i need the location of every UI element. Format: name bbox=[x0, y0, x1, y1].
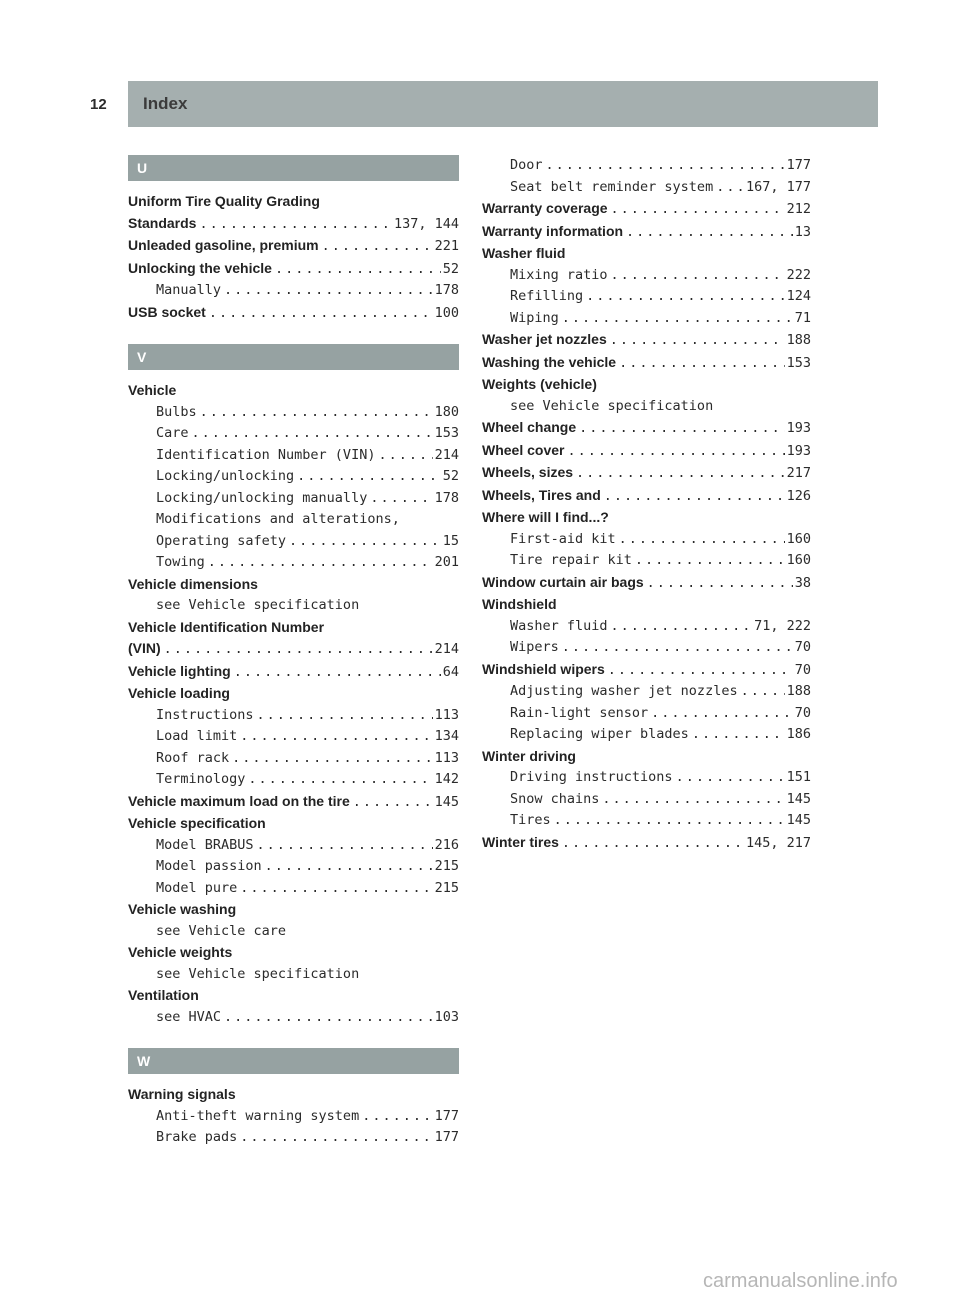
index-entry bbox=[482, 681, 811, 703]
index-entry bbox=[482, 485, 811, 508]
index-entry bbox=[482, 221, 811, 244]
index-entry-page: 145 bbox=[786, 790, 811, 807]
index-entry-label: see HVAC bbox=[156, 1008, 222, 1025]
index-entry bbox=[128, 402, 459, 424]
index-entry-label: Vehicle Identification Number bbox=[128, 618, 325, 635]
dot-leader bbox=[623, 222, 793, 244]
index-entry bbox=[128, 280, 459, 302]
index-entry-label: Manually bbox=[156, 282, 222, 298]
index-entry-label: Winter tires bbox=[482, 833, 559, 850]
dot-leader bbox=[605, 660, 793, 682]
index-entry-label: see Vehicle specification bbox=[510, 397, 714, 414]
index-entry bbox=[128, 258, 459, 281]
index-entry bbox=[128, 985, 459, 1007]
index-entry bbox=[128, 726, 459, 748]
index-entry-page: 142 bbox=[434, 771, 459, 787]
index-entry-page: 167, 177 bbox=[745, 178, 811, 195]
dot-leader bbox=[713, 177, 744, 199]
index-entry-label: Tires bbox=[510, 812, 551, 828]
index-entry-page: 180 bbox=[434, 403, 459, 420]
index-entry-page: 151 bbox=[786, 769, 811, 785]
dot-leader bbox=[221, 280, 433, 302]
dot-leader bbox=[648, 703, 793, 725]
index-entry bbox=[482, 832, 811, 855]
dot-leader bbox=[616, 353, 785, 375]
index-entry bbox=[128, 509, 459, 531]
dot-leader bbox=[221, 1007, 433, 1029]
index-entry-page: 113 bbox=[434, 706, 459, 723]
index-entry-page: 160 bbox=[786, 552, 811, 568]
index-entry-page: 160 bbox=[786, 530, 811, 547]
index-entry bbox=[482, 703, 811, 725]
dot-leader bbox=[576, 418, 784, 440]
index-entry-label: Vehicle dimensions bbox=[128, 575, 258, 592]
index-entry bbox=[128, 302, 459, 325]
index-entry bbox=[482, 243, 811, 265]
index-entry bbox=[482, 177, 811, 199]
index-entry-label: Warranty information bbox=[482, 222, 624, 239]
index-entry-label: Adjusting washer jet nozzles bbox=[510, 683, 738, 699]
index-entry-label: USB socket bbox=[128, 303, 206, 320]
index-entry bbox=[128, 488, 459, 510]
dot-leader bbox=[616, 529, 785, 551]
index-entry-label: Wheels, Tires and bbox=[482, 486, 601, 503]
index-entry-label: Towing bbox=[156, 554, 205, 570]
index-entry-page: 193 bbox=[786, 420, 811, 436]
index-entry bbox=[128, 748, 459, 770]
index-entry-label: Door bbox=[510, 157, 543, 173]
index-entry bbox=[128, 1007, 459, 1029]
dot-leader bbox=[350, 792, 433, 814]
index-entry-label: Warranty coverage bbox=[482, 200, 608, 216]
index-entry-page: 201 bbox=[434, 554, 459, 570]
dot-leader bbox=[573, 463, 785, 485]
index-entry-page: 212 bbox=[786, 201, 811, 217]
index-entry-label: see Vehicle care bbox=[156, 922, 287, 939]
index-entry-page: 153 bbox=[786, 354, 811, 371]
index-entry bbox=[482, 396, 811, 418]
index-entry bbox=[128, 683, 459, 705]
index-entry bbox=[128, 813, 459, 835]
index-entry-page: 145 bbox=[434, 793, 459, 810]
index-entry bbox=[482, 529, 811, 551]
index-entry-label: see Vehicle specification bbox=[156, 597, 360, 613]
index-entry-page: 215 bbox=[434, 879, 459, 896]
index-entry-page: 216 bbox=[434, 836, 459, 853]
index-entry-label: Refilling bbox=[510, 288, 584, 304]
index-entry bbox=[128, 899, 459, 921]
dot-leader bbox=[583, 286, 784, 308]
index-entry-label: Brake pads bbox=[156, 1129, 238, 1145]
index-entry-page: 103 bbox=[434, 1008, 459, 1025]
index-entry-label: Vehicle maximum load on the tire bbox=[128, 792, 350, 809]
dot-leader bbox=[319, 236, 433, 258]
index-entry-label: Model BRABUS bbox=[156, 836, 254, 853]
dot-leader bbox=[205, 552, 433, 574]
index-entry bbox=[128, 235, 459, 258]
index-entry-label: Vehicle lighting bbox=[128, 662, 231, 679]
dot-leader bbox=[559, 308, 793, 330]
index-entry-label: Vehicle washing bbox=[128, 901, 237, 917]
index-entry-page: 113 bbox=[434, 749, 459, 766]
index-entry-label: Mixing ratio bbox=[510, 266, 608, 283]
index-entry-label: Vehicle loading bbox=[128, 685, 230, 701]
index-entry bbox=[128, 791, 459, 814]
index-entry-label: Tire repair kit bbox=[510, 552, 632, 568]
dot-leader bbox=[161, 639, 433, 661]
index-entry-label: Operating safety bbox=[156, 532, 287, 549]
index-entry bbox=[482, 352, 811, 375]
index-entry-page: 13 bbox=[794, 223, 811, 240]
index-entry-label: Winter driving bbox=[482, 747, 576, 764]
index-entry-page: 186 bbox=[786, 726, 811, 742]
index-entry bbox=[482, 594, 811, 616]
index-entry-label: Wipers bbox=[510, 639, 559, 655]
index-entry bbox=[482, 440, 811, 463]
index-entry-page: 52 bbox=[442, 260, 459, 277]
index-entry-label: Driving instructions bbox=[510, 769, 673, 785]
index-entry-page: 215 bbox=[434, 858, 459, 874]
index-entry bbox=[482, 724, 811, 746]
index-entry-label: Locking/unlocking manually bbox=[156, 489, 368, 506]
index-entry-page: 71, 222 bbox=[754, 617, 811, 634]
index-entry bbox=[128, 769, 459, 791]
index-entry-label: Modifications and alterations, bbox=[156, 511, 400, 527]
index-entry bbox=[128, 964, 459, 986]
index-entry bbox=[128, 595, 459, 617]
dot-leader bbox=[237, 726, 432, 748]
index-entry-page: 177 bbox=[434, 1129, 459, 1145]
index-entry-page: 134 bbox=[434, 728, 459, 744]
dot-leader bbox=[608, 616, 753, 638]
index-entry-page: 145 bbox=[786, 812, 811, 828]
index-entry bbox=[128, 574, 459, 596]
dot-leader bbox=[286, 531, 441, 553]
index-entry bbox=[128, 1106, 459, 1128]
index-entry-page: 137, 144 bbox=[393, 215, 459, 232]
dot-leader bbox=[738, 681, 785, 703]
index-entry-page: 188 bbox=[786, 332, 811, 348]
index-entry-label: Load limit bbox=[156, 728, 238, 744]
dot-leader bbox=[231, 662, 441, 684]
index-entry-page: 100 bbox=[434, 304, 459, 321]
index-entry bbox=[482, 810, 811, 832]
index-entry-label: Care bbox=[156, 425, 189, 441]
index-entry-label: Model passion bbox=[156, 858, 262, 874]
dot-leader bbox=[237, 1127, 432, 1149]
dot-leader bbox=[206, 303, 433, 325]
dot-leader bbox=[608, 265, 785, 287]
index-entry bbox=[128, 878, 459, 900]
index-entry-label: Vehicle bbox=[128, 382, 177, 398]
index-entry-label: Unleaded gasoline, premium bbox=[128, 237, 319, 253]
index-entry-label: Roof rack bbox=[156, 749, 230, 766]
index-entry-label: Washer fluid bbox=[510, 617, 608, 634]
index-entry-label: Weights (vehicle) bbox=[482, 376, 597, 392]
index-entry-page: 124 bbox=[786, 288, 811, 304]
index-entry-label: Replacing wiper blades bbox=[510, 726, 689, 742]
index-entry-page: 38 bbox=[794, 574, 811, 591]
index-entry bbox=[128, 380, 459, 402]
index-entry-page: 222 bbox=[786, 266, 811, 283]
index-entry bbox=[482, 616, 811, 638]
dot-leader bbox=[254, 705, 433, 727]
dot-leader bbox=[564, 441, 784, 463]
index-entry-page: 70 bbox=[794, 661, 811, 678]
index-entry-page: 217 bbox=[786, 465, 811, 481]
index-entry-page: 214 bbox=[434, 641, 459, 657]
index-entry-page: 188 bbox=[786, 683, 811, 699]
index-entry bbox=[128, 856, 459, 878]
index-entry-page: 70 bbox=[794, 639, 811, 655]
dot-leader bbox=[262, 856, 433, 878]
index-entry bbox=[482, 789, 811, 811]
dot-leader bbox=[196, 214, 392, 236]
index-entry-label: Instructions bbox=[156, 706, 254, 723]
index-entry bbox=[128, 213, 459, 236]
index-entry-label: Standards bbox=[128, 214, 197, 231]
index-entry-label: Locking/unlocking bbox=[156, 468, 295, 484]
index-entry-label: (VIN) bbox=[128, 640, 161, 656]
index-entry bbox=[128, 423, 459, 445]
index-entry bbox=[482, 507, 811, 529]
index-column-right bbox=[482, 155, 811, 854]
index-entry bbox=[482, 637, 811, 659]
index-entry bbox=[482, 329, 811, 352]
index-column-left bbox=[128, 155, 459, 1149]
index-entry bbox=[482, 198, 811, 221]
index-entry-label: Windshield bbox=[482, 596, 557, 612]
index-entry bbox=[128, 921, 459, 943]
index-entry-label: Washing the vehicle bbox=[482, 353, 617, 370]
index-entry-label: see Vehicle specification bbox=[156, 965, 360, 982]
index-entry-label: Where will I find...? bbox=[482, 509, 609, 525]
index-entry-page: 214 bbox=[434, 446, 459, 463]
index-entry-label: Identification Number (VIN) bbox=[156, 446, 376, 463]
index-entry bbox=[482, 374, 811, 396]
index-entry bbox=[128, 552, 459, 574]
index-entry-label: Unlocking the vehicle bbox=[128, 259, 272, 276]
index-entry-page: 193 bbox=[786, 442, 811, 459]
dot-leader bbox=[254, 835, 433, 857]
index-entry-label: Wheels, sizes bbox=[482, 464, 574, 480]
index-entry-label: Wheel change bbox=[482, 419, 577, 435]
dot-leader bbox=[294, 466, 441, 488]
index-entry-label: Anti-theft warning system bbox=[156, 1107, 360, 1124]
index-entry bbox=[128, 445, 459, 467]
index-entry bbox=[482, 746, 811, 768]
index-entry-label: Washer jet nozzles bbox=[482, 331, 607, 347]
dot-leader bbox=[359, 1106, 432, 1128]
dot-leader bbox=[559, 833, 744, 855]
index-entry-label: Window curtain air bags bbox=[482, 573, 644, 590]
page-title: Index bbox=[143, 94, 188, 113]
index-entry bbox=[128, 638, 459, 661]
index-entry bbox=[128, 531, 459, 553]
index-entry-label: Uniform Tire Quality Grading bbox=[128, 193, 320, 209]
index-entry bbox=[482, 572, 811, 595]
dot-leader bbox=[551, 810, 785, 832]
index-entry-label: Wheel cover bbox=[482, 441, 565, 458]
index-entry bbox=[128, 1127, 459, 1149]
section-letter-bar: U bbox=[128, 155, 459, 181]
dot-leader bbox=[689, 724, 785, 746]
index-entry-label: Vehicle specification bbox=[128, 815, 266, 831]
index-entry-label: First-aid kit bbox=[510, 530, 616, 547]
index-entry-page: 52 bbox=[442, 468, 459, 484]
index-entry-label: Wiping bbox=[510, 309, 559, 326]
dot-leader bbox=[237, 878, 432, 900]
dot-leader bbox=[375, 445, 432, 467]
index-entry-label: Model pure bbox=[156, 879, 238, 896]
index-entry bbox=[482, 767, 811, 789]
index-entry-page: 64 bbox=[442, 663, 459, 680]
index-entry bbox=[482, 265, 811, 287]
index-entry-label: Windshield wipers bbox=[482, 660, 605, 677]
index-entry-label: Vehicle weights bbox=[128, 944, 233, 960]
index-entry bbox=[128, 466, 459, 488]
index-entry-label: Snow chains bbox=[510, 790, 600, 807]
index-entry bbox=[482, 308, 811, 330]
index-entry bbox=[128, 942, 459, 964]
section-letter-bar: W bbox=[128, 1048, 459, 1074]
index-entry-label: Bulbs bbox=[156, 403, 197, 420]
index-entry-page: 126 bbox=[786, 487, 811, 504]
dot-leader bbox=[197, 402, 433, 424]
index-entry bbox=[482, 286, 811, 308]
index-entry-page: 178 bbox=[434, 282, 459, 298]
index-entry-page: 153 bbox=[434, 425, 459, 441]
index-entry bbox=[128, 1084, 459, 1106]
index-entry bbox=[482, 462, 811, 485]
dot-leader bbox=[608, 199, 785, 221]
index-entry bbox=[482, 155, 811, 177]
section-letter-bar: V bbox=[128, 344, 459, 370]
index-entry bbox=[128, 835, 459, 857]
watermark: carmanualsonline.info bbox=[703, 1270, 898, 1292]
index-entry-page: 178 bbox=[434, 489, 459, 506]
index-entry-label: Washer fluid bbox=[482, 245, 566, 261]
index-entry-page: 15 bbox=[442, 532, 459, 549]
index-entry-page: 71 bbox=[794, 309, 811, 326]
index-entry-page: 177 bbox=[434, 1107, 459, 1124]
dot-leader bbox=[599, 789, 784, 811]
index-entry-page: 70 bbox=[794, 704, 811, 721]
index-entry-label: Ventilation bbox=[128, 987, 199, 1003]
index-entry bbox=[482, 417, 811, 440]
dot-leader bbox=[559, 637, 793, 659]
index-entry bbox=[128, 617, 459, 639]
index-entry bbox=[482, 659, 811, 682]
dot-leader bbox=[189, 423, 433, 445]
dot-leader bbox=[245, 769, 432, 791]
index-entry-label: Seat belt reminder system bbox=[510, 178, 714, 195]
dot-leader bbox=[229, 748, 432, 770]
index-entry-label: Warning signals bbox=[128, 1086, 236, 1102]
index-entry-label: Rain-light sensor bbox=[510, 704, 649, 721]
dot-leader bbox=[673, 767, 785, 789]
dot-leader bbox=[644, 573, 793, 595]
index-entry-label: Terminology bbox=[156, 771, 246, 787]
header-bar bbox=[128, 81, 878, 127]
index-entry bbox=[128, 661, 459, 684]
dot-leader bbox=[601, 486, 785, 508]
index-entry-page: 221 bbox=[434, 238, 459, 254]
index-entry bbox=[482, 550, 811, 572]
index-entry-page: 145, 217 bbox=[745, 834, 811, 851]
index-entry-page: 177 bbox=[786, 157, 811, 173]
dot-leader bbox=[632, 550, 785, 572]
dot-leader bbox=[367, 488, 432, 510]
page-number: 12 bbox=[90, 96, 107, 113]
dot-leader bbox=[543, 155, 785, 177]
dot-leader bbox=[272, 259, 441, 281]
dot-leader bbox=[607, 330, 785, 352]
index-entry bbox=[128, 191, 459, 213]
index-entry bbox=[128, 705, 459, 727]
